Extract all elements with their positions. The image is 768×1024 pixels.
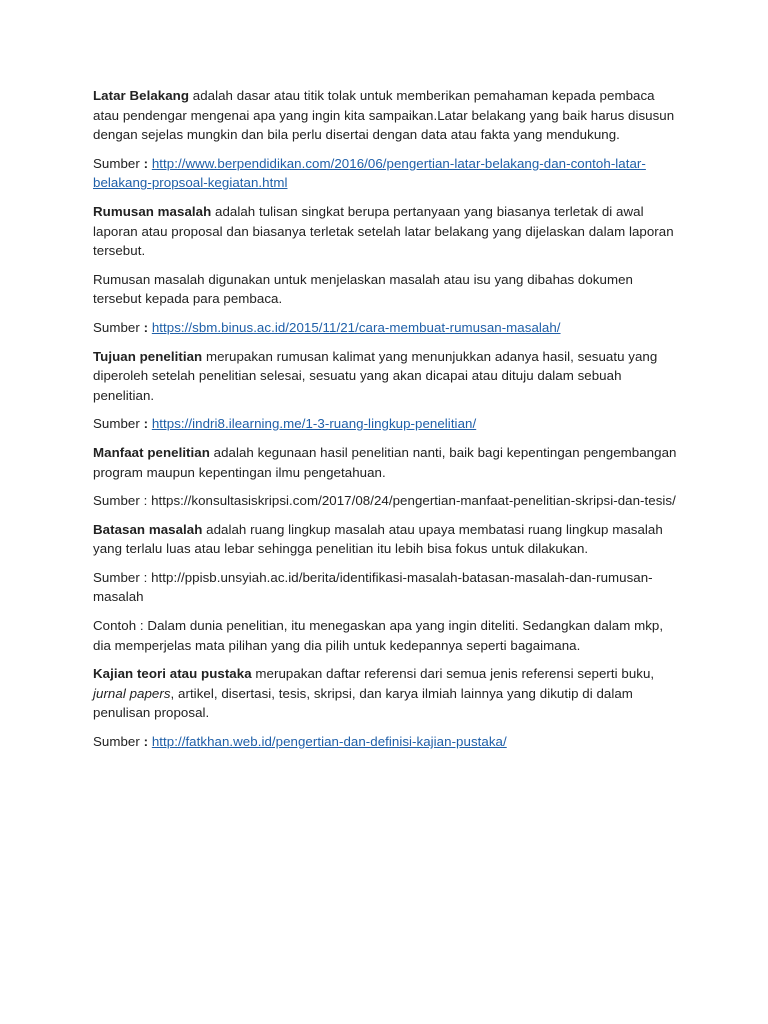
paragraph-rumusan-masalah-usage: Rumusan masalah digunakan untuk menjelaskan masalah atau isu yang dibahas dokumen tersebut kepada para pembaca.: [93, 271, 633, 307]
term-batasan-masalah: Batasan masalah: [93, 521, 203, 537]
source-label: Sumber: [93, 155, 140, 171]
paragraph-contoh: Contoh : Dalam dunia penelitian, itu menegaskan apa yang ingin diteliti. Sedangkan dalam mkp, dia memperjelas mata pilihan yang dia pilih untuk kedepannya seperti bagaimana.: [93, 618, 664, 653]
definition-kajian-teori-a: merupakan daftar referensi dari semua jenis referensi seperti buku,: [251, 666, 655, 682]
document-page: [93, 86, 683, 761]
source-label: Sumber: [93, 319, 140, 335]
paragraph-manfaat-penelitian: [93, 443, 683, 482]
source-link-rumusan-masalah[interactable]: https://sbm.binus.ac.id/2015/11/21/cara-membuat-rumusan-masalah/: [151, 319, 561, 335]
source-batasan-masalah: Sumber : http://ppisb.unsyiah.ac.id/berita/identifikasi-masalah-batasan-masalah-dan-rumusan-masalah: [93, 569, 653, 605]
term-kajian-teori: Kajian teori atau pustaka: [93, 666, 252, 682]
paragraph-batasan-masalah: [93, 520, 683, 559]
definition-rumusan-masalah: adalah tulisan singkat berupa pertanyaan yang biasanya terletak di awal laporan atau proposal dan biasanya terletak setelah latar belakang yang dijelaskan dalam laporan tersebut.: [93, 203, 674, 259]
definition-manfaat-penelitian: adalah kegunaan hasil penelitian nanti, baik bagi kepentingan pengembangan program maupun kepentingan ilmu pengetahuan.: [93, 444, 677, 480]
paragraph-kajian-teori: [93, 664, 683, 723]
source-label: Sumber: [93, 416, 140, 432]
source-separator: :: [139, 734, 152, 750]
source-tujuan-penelitian: [93, 414, 683, 434]
paragraph-tujuan-penelitian: [93, 347, 683, 406]
source-kajian-teori: [93, 732, 683, 752]
term-rumusan-masalah: Rumusan masalah: [93, 203, 212, 219]
paragraph-latar-belakang: [93, 86, 683, 145]
definition-batasan-masalah: adalah ruang lingkup masalah atau upaya membatasi ruang lingkup masalah yang terlalu luas atau lebar sehingga penelitian itu lebih bisa fokus untuk dilakukan.: [93, 521, 663, 557]
term-tujuan-penelitian: Tujuan penelitian: [93, 348, 203, 364]
source-separator: :: [139, 155, 152, 171]
source-manfaat-penelitian: Sumber : https://konsultasiskripsi.com/2017/08/24/pengertian-manfaat-penelitian-skripsi-dan-tesis/: [93, 493, 676, 509]
term-manfaat-penelitian: Manfaat penelitian: [93, 444, 210, 460]
definition-kajian-teori-italic: jurnal papers: [93, 685, 171, 701]
source-separator: :: [139, 319, 152, 335]
source-label: Sumber: [93, 734, 140, 750]
source-link-kajian-teori[interactable]: http://fatkhan.web.id/pengertian-dan-definisi-kajian-pustaka/: [151, 734, 507, 750]
definition-latar-belakang: adalah dasar atau titik tolak untuk memberikan pemahaman kepada pembaca atau pendengar mengenai apa yang ingin kita sampaikan.Latar belakang yang baik harus disusun dengan sejelas mungkin dan bila perlu disertai dengan data atau fakta yang mendukung.: [93, 88, 675, 143]
source-latar-belakang: [93, 154, 683, 193]
definition-kajian-teori-b: , artikel, disertasi, tesis, skripsi, dan karya ilmiah lainnya yang dikutip di dalam penulisan proposal.: [93, 685, 633, 721]
definition-tujuan-penelitian: merupakan rumusan kalimat yang menunjukkan adanya hasil, sesuatu yang diperoleh setelah penelitian selesai, sesuatu yang akan dicapai atau dituju dalam sebuah penelitian.: [93, 348, 658, 403]
source-link-tujuan-penelitian[interactable]: https://indri8.ilearning.me/1-3-ruang-lingkup-penelitian/: [151, 416, 477, 432]
source-rumusan-masalah: [93, 318, 683, 338]
source-link-latar-belakang[interactable]: http://www.berpendidikan.com/2016/06/pengertian-latar-belakang-dan-contoh-latar-belakang-propsoal-kegiatan.html: [93, 155, 646, 191]
paragraph-rumusan-masalah: [93, 202, 683, 261]
term-latar-belakang: Latar Belakang: [93, 88, 190, 103]
source-separator: :: [139, 416, 152, 432]
